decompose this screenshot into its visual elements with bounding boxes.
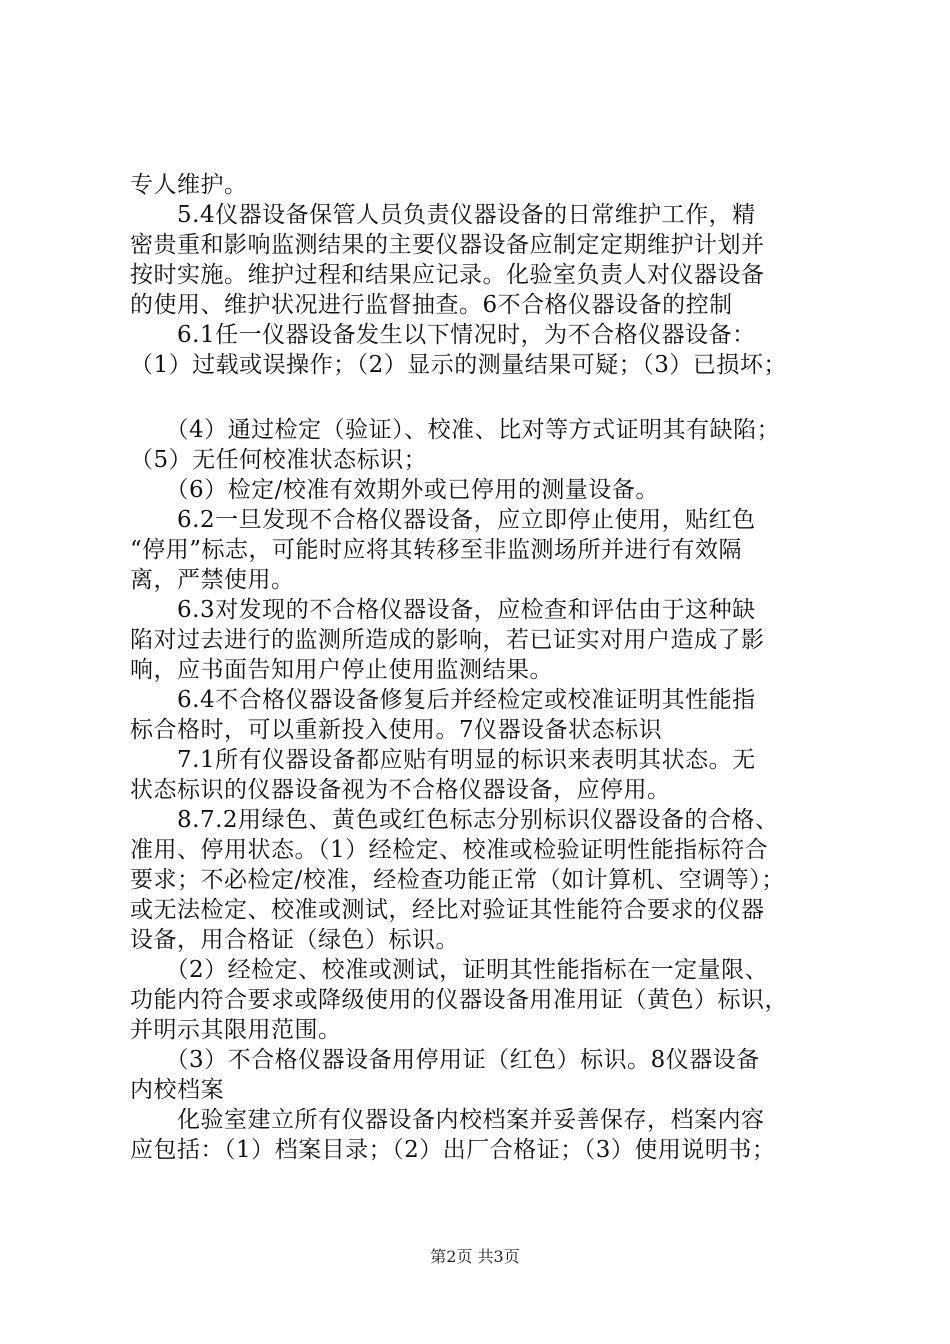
text-line: 或无法检定、校准或测试，经比对验证其性能符合要求的仪器 (130, 897, 765, 923)
text-line: 要求；不必检定/校准，经检查功能正常（如计算机、空调等）； (130, 867, 785, 893)
text-line: 并明示其限用范围。 (130, 1017, 342, 1043)
text-line: 密贵重和影响监测结果的主要仪器设备应制定定期维护计划并 (130, 232, 765, 258)
text-line: 8.7.2用绿色、黄色或红色标志分别标识仪器设备的合格、 (130, 807, 779, 833)
text-line: （4）通过检定（验证）、校准、比对等方式证明其有缺陷； (130, 417, 781, 443)
page-number-footer: 第2页 共3页 (430, 1247, 520, 1266)
text-line: 陷对过去进行的监测所造成的影响，若已证实对用户造成了影 (130, 627, 765, 653)
text-line: 6.3对发现的不合格仪器设备，应检查和评估由于这种缺 (130, 597, 756, 623)
text-line: （2）经检定、校准或测试，证明其性能指标在一定量限、 (130, 957, 769, 983)
text-line: 化验室建立所有仪器设备内校档案并妥善保存，档案内容 (130, 1107, 765, 1133)
text-line: 6.2一旦发现不合格仪器设备，应立即停止使用，贴红色 (130, 507, 756, 533)
text-line: 5.4仪器设备保管人员负责仪器设备的日常维护工作，精 (130, 202, 756, 228)
text-line: （3）不合格仪器设备用停用证（红色）标识。8仪器设备 (130, 1047, 760, 1073)
text-line: 的使用、维护状况进行监督抽查。6不合格仪器设备的控制 (130, 292, 733, 318)
text-line: 设备，用合格证（绿色）标识。 (130, 927, 459, 953)
text-line: 7.1所有仪器设备都应贴有明显的标识来表明其状态。无 (130, 747, 756, 773)
text-line: “停用”标志，可能时应将其转移至非监测场所并进行有效隔 (130, 537, 743, 563)
text-line: 响，应书面告知用户停止使用监测结果。 (130, 657, 553, 683)
text-line: 应包括：（1）档案目录；（2）出厂合格证；（3）使用说明书； (130, 1137, 776, 1163)
text-line: 状态标识的仪器设备视为不合格仪器设备，应停用。 (130, 777, 671, 803)
text-line: 内校档案 (130, 1077, 224, 1103)
text-line: 标合格时，可以重新投入使用。7仪器设备状态标识 (130, 717, 663, 743)
text-line: 6.1任一仪器设备发生以下情况时，为不合格仪器设备： (130, 322, 756, 348)
text-line: 功能内符合要求或降级使用的仪器设备用准用证（黄色）标识， (130, 987, 788, 1013)
text-line: （1）过载或误操作；（2）显示的测量结果可疑；（3）已损坏； (130, 352, 787, 378)
text-line: 6.4不合格仪器设备修复后并经检定或校准证明其性能指 (130, 687, 756, 713)
text-line: 准用、停用状态。（1）经检定、校准或检验证明性能指标符合 (130, 837, 769, 863)
text-line: （5）无任何校准状态标识； (130, 447, 428, 473)
text-line: 离，严禁使用。 (130, 567, 295, 593)
text-line: （6）检定/校准有效期外或已停用的测量设备。 (130, 477, 659, 503)
text-line: 专人维护。 (130, 172, 248, 198)
text-line: 按时实施。维护过程和结果应记录。化验室负责人对仪器设备 (130, 262, 765, 288)
